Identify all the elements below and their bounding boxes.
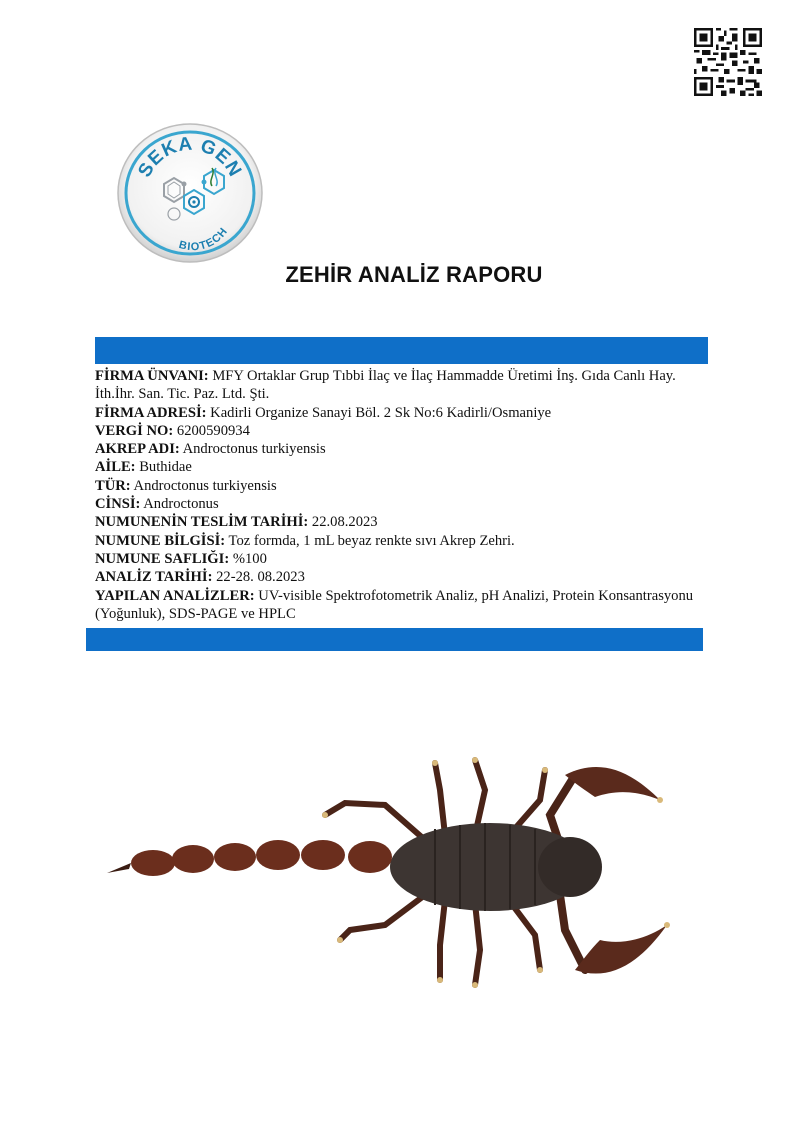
header-divider-bar (95, 337, 708, 364)
field-label: YAPILAN ANALİZLER: (95, 587, 255, 604)
field-value: MFY Ortaklar Grup Tıbbi İlaç ve İlaç Hammadde Üretimi İnş. Gıda Canlı Hay. İth.İhr. San. Tic. Paz. Ltd. Şti. (95, 368, 676, 403)
field-value: UV-visible Spektrofotometrik Analiz, pH Analizi, Protein Konsantrasyonu (Yoğunluk), SDS-PAGE ve HPLC (95, 587, 694, 622)
field-value: 22-28. 08.2023 (216, 569, 305, 586)
field-value: Androctonus turkiyensis (133, 477, 277, 494)
field-teslim-tarihi (95, 513, 705, 531)
field-value: 22.08.2023 (311, 514, 378, 531)
field-value: Toz formda, 1 mL beyaz renkte sıvı Akrep Zehri. (228, 532, 515, 549)
field-label: NUMUNENİN TESLİM TARİHİ: (95, 514, 309, 531)
field-label: FİRMA ÜNVANI: (95, 368, 209, 384)
field-label: CİNSİ: (95, 496, 141, 513)
field-aile (95, 458, 705, 476)
field-value: Buthidae (139, 459, 192, 476)
field-value: 6200590934 (176, 422, 250, 439)
field-firma-adresi (95, 404, 705, 422)
field-numune-safligi (95, 550, 705, 568)
report-title: ZEHİR ANALİZ RAPORU (285, 262, 543, 287)
logo-text-bottom: BIOTECH (177, 225, 231, 254)
field-analiz-tarihi (95, 568, 705, 586)
qr-code-icon (694, 28, 762, 96)
field-numune-bilgisi (95, 532, 705, 550)
field-vergi-no (95, 422, 705, 440)
field-value: Androctonus (143, 496, 219, 513)
field-value: Kadirli Organize Sanayi Böl. 2 Sk No:6 Kadirli/Osmaniye (210, 404, 552, 421)
logo-text-top: SEKA GEN (134, 133, 246, 181)
report-info-block (95, 367, 705, 623)
field-label: ANALİZ TARİHİ: (95, 569, 213, 586)
field-value: Androctonus turkiyensis (182, 441, 326, 458)
field-tur (95, 477, 705, 495)
field-label: FİRMA ADRESİ: (95, 404, 207, 421)
field-firma-unvani (95, 367, 705, 404)
field-label: VERGİ NO: (95, 422, 174, 439)
field-label: AKREP ADI: (95, 441, 180, 458)
field-label: AİLE: (95, 459, 136, 476)
field-label: TÜR: (95, 477, 131, 494)
footer-divider-bar (86, 628, 703, 651)
field-akrep-adi (95, 440, 705, 458)
company-logo (116, 122, 264, 264)
field-value: %100 (232, 550, 267, 567)
scorpion-photo (95, 745, 705, 1030)
field-yapilan-analizler (95, 587, 705, 624)
field-cinsi (95, 495, 705, 513)
field-label: NUMUNE SAFLIĞI: (95, 550, 230, 567)
field-label: NUMUNE BİLGİSİ: (95, 532, 226, 549)
